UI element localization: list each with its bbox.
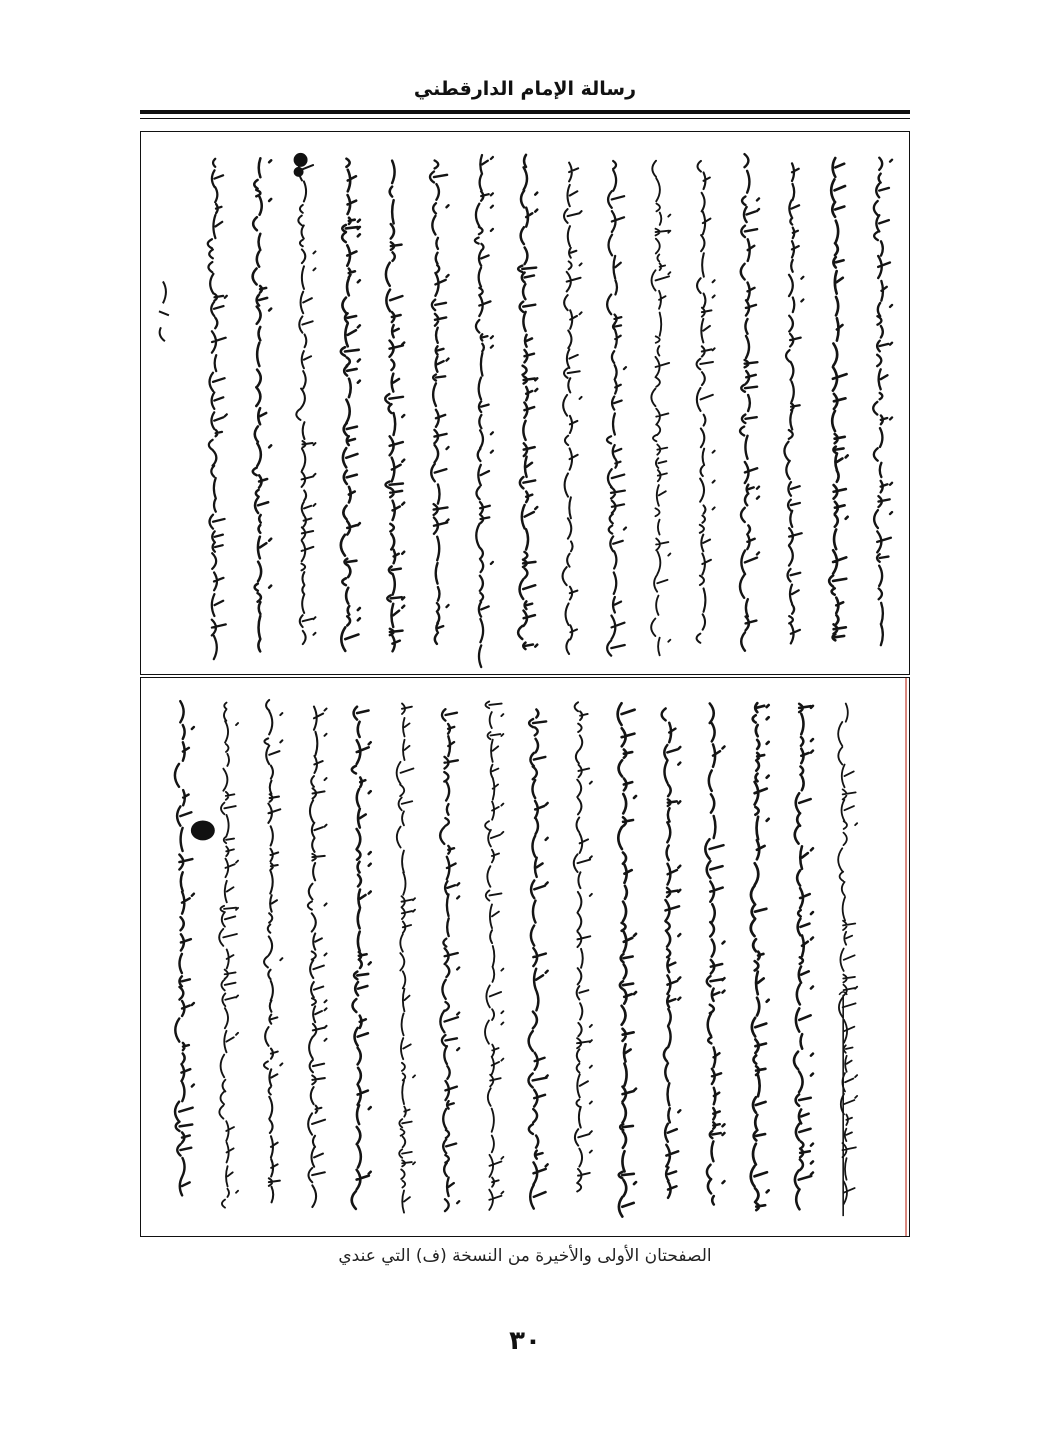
manuscript-line [296, 159, 315, 645]
manuscript-page-first [140, 677, 910, 1237]
manuscript-line [385, 161, 404, 652]
manuscript-line [440, 709, 459, 1211]
manuscript-line [794, 704, 813, 1209]
manuscript-line [475, 155, 493, 667]
manuscript-line [485, 702, 503, 1210]
running-title: رسالة الإمام الدارقطني [413, 78, 637, 100]
manuscript-line [607, 161, 626, 656]
manuscript-line [740, 154, 759, 651]
manuscript-line [618, 703, 636, 1216]
manuscript-line [563, 163, 582, 654]
manuscript-line [219, 703, 238, 1208]
manuscript-line [662, 708, 681, 1197]
manuscript-line [528, 709, 547, 1208]
manuscript-line [697, 161, 715, 643]
manuscript-line [341, 159, 360, 651]
manuscript-line [264, 700, 282, 1202]
manuscript-page-last [140, 131, 910, 675]
manuscript-image-last [141, 132, 909, 674]
manuscript-line [751, 703, 769, 1210]
margin-note [159, 281, 169, 341]
manuscript-line [175, 701, 194, 1195]
manuscript-line [705, 703, 724, 1204]
manuscript-line [651, 161, 670, 656]
ink-blot [294, 167, 304, 177]
manuscript-line [784, 163, 803, 643]
ink-blot [191, 820, 215, 840]
manuscript-line [518, 155, 537, 649]
page-number: ٣٠ [509, 1326, 541, 1356]
manuscript-line [352, 707, 371, 1209]
manuscript-line [397, 704, 415, 1213]
manuscript-line [430, 160, 449, 643]
manuscript-line [253, 158, 272, 651]
manuscript-image-first [141, 678, 909, 1236]
manuscript-line [574, 702, 592, 1191]
figure-caption: الصفحتان الأولى والأخيرة من النسخة (ف) التي عندي [338, 1246, 712, 1266]
header-rule-thick [140, 110, 910, 114]
header-rule-thin [140, 118, 910, 119]
manuscript-line [838, 704, 857, 1205]
manuscript-line [308, 707, 327, 1207]
manuscript-line [208, 159, 227, 659]
manuscript-line [829, 158, 848, 640]
ink-blot [294, 153, 308, 167]
manuscript-line [873, 158, 892, 645]
